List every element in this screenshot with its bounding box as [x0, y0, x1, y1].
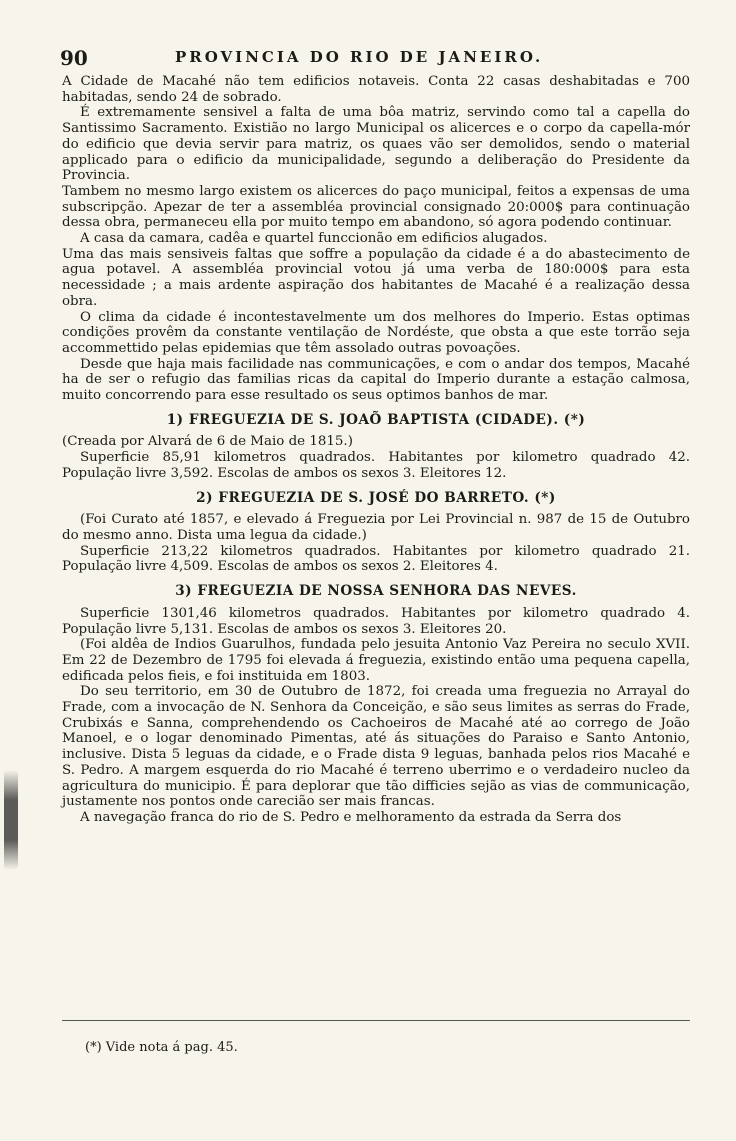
intro-paragraph: É extremamente sensivel a falta de uma bôa matriz, servindo como tal a capella do Santissimo Sacramento. Existião no largo Municipal os alicerces e o corpo da capella-mór do edificio que devia servir para matriz, os quaes vão ser demolidos, sendo o material applicado para o edificio da municipalidade, segundo a deliberação do Presidente da Provincia. — [62, 105, 690, 184]
page-header — [60, 42, 700, 72]
footnote: (*) Vide nota á pag. 45. — [85, 1040, 238, 1055]
section-paragraph: Superficie 85,91 kilometros quadrados. Habitantes por kilometro quadrado 42. População livre 3,592. Escolas de ambos os sexos 3. Eleitores 12. — [62, 450, 690, 481]
binding-smudge — [4, 770, 18, 870]
footnote-rule — [62, 1020, 690, 1021]
section-title: 2) FREGUEZIA DE S. JOSÉ DO BARRETO. (*) — [196, 489, 556, 506]
section-paragraph: A navegação franca do rio de S. Pedro e melhoramento da estrada da Serra dos — [80, 809, 622, 825]
intro-paragraph: O clima da cidade é incontestavelmente um dos melhores do Imperio. Estas optimas condições provêm da constante ventilação de Nordéste, que obsta a que este torrão seja accommettido pelas epidemias que têm assolado outras povoações. — [62, 309, 690, 356]
section-paragraph: Do seu territorio, em 30 de Outubro de 1872, foi creada uma freguezia no Arrayal do Frade, com a invocação de N. Senhora da Conceição, e são seus limites as serras do Frade, Crubixás e Sanna, comprehendendo os Cachoeiros de Macahé até ao corrego de João Manoel, e o logar denominado Pimentas, até ás situações do Paraiso e Santo Antonio, inclusive. Dista 5 leguas da cidade, e o Frade dista 9 leguas, banhada pelos rios Macahé e S. Pedro. A margem esquerda do rio Macahé é terreno uberrimo e o verdadeiro nucleo da agricultura do municipio. É para deplorar que tão difficies sejão as vias de communicação, justamente nos pontos onde carecião ser mais francas. — [62, 684, 690, 810]
section-paragraph: Superficie 1301,46 kilometros quadrados. Habitantes por kilometro quadrado 4. População livre 5,131. Escolas de ambos os sexos 3. Eleitores 20. — [62, 605, 690, 637]
intro-paragraph: A Cidade de Macahé não tem edificios notaveis. Conta 22 casas deshabitadas e 700 habitadas, sendo 24 de sobrado. — [62, 74, 690, 105]
intro-paragraph: A casa da camara, cadêa e quartel funccionão em edificios alugados. — [80, 231, 548, 247]
section-title: 3) FREGUEZIA DE NOSSA SENHORA DAS NEVES. — [175, 583, 577, 600]
intro-paragraph: Desde que haja mais facilidade nas communicações, e com o andar dos tempos, Macahé ha de ser o refugio das familias ricas da capital do Imperio durante a estação calmosa, muito concorrendo para esse resultado os seus optimos banhos de mar. — [62, 356, 690, 404]
intro-paragraph: Uma das mais sensiveis faltas que soffre a população da cidade é a do abastecimento de agua potavel. A assembléa provincial votou já uma verba de 180:000$ para esta necessidade ; a mais ardente aspiração dos habitantes de Macahé é a realização dessa obra. — [62, 246, 690, 309]
section-paragraph: (Foi Curato até 1857, e elevado á Freguezia por Lei Provincial n. 987 de 15 de Outubro do mesmo anno. Dista uma legua da cidade.) — [62, 512, 690, 543]
section-subtitle: (Creada por Alvará de 6 de Maio de 1815.) — [62, 434, 353, 450]
section-title: 1) FREGUEZIA DE S. JOAÕ BAPTISTA (CIDADE). (*) — [166, 411, 586, 428]
section-paragraph: Superficie 213,22 kilometros quadrados. Habitantes por kilometro quadrado 21. População livre 4,509. Escolas de ambos os sexos 2. Eleitores 4. — [62, 543, 690, 575]
page-number: 90 — [60, 46, 88, 70]
intro-paragraph: Tambem no mesmo largo existem os alicerces do paço municipal, feitos a expensas de uma subscripção. Apezar de ter a assembléa provincial consignado 20:000$ para continuação dessa obra, permaneceu ella por muito tempo em abandono, só agora podendo continuar. — [62, 183, 690, 231]
section-paragraph: (Foi aldêa de Indios Guarulhos, fundada pelo jesuita Antonio Vaz Pereira no seculo XVII. Em 22 de Dezembro de 1795 foi elevada á freguezia, existindo então uma pequena capella, edificada pelos fieis, e foi instituida em 1803. — [62, 637, 690, 684]
running-head: PROVINCIA DO RIO DE JANEIRO. — [175, 48, 544, 66]
page-body — [62, 74, 690, 826]
